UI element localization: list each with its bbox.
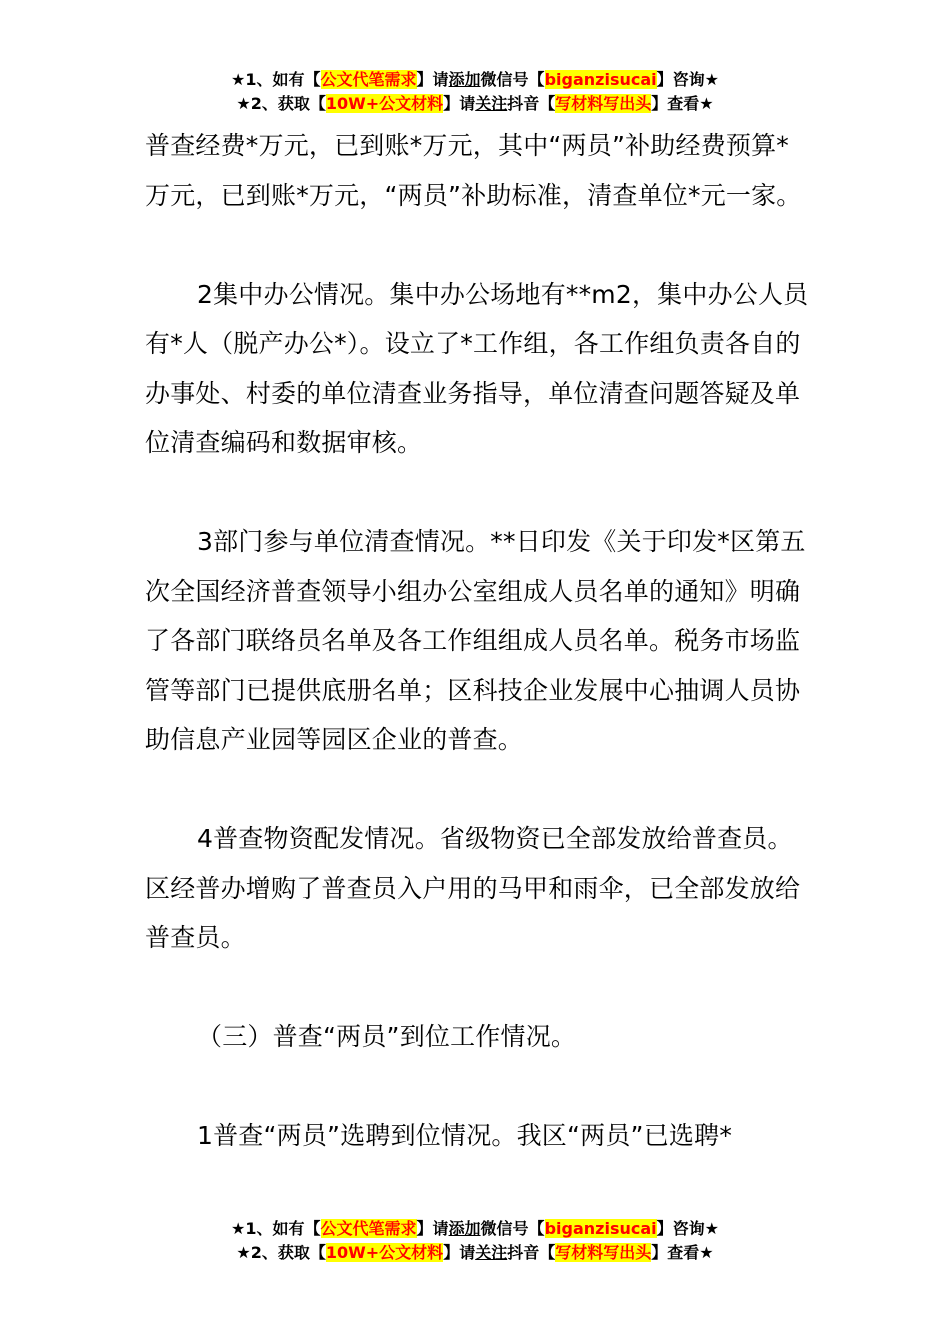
highlight-text: 10W+公文材料: [325, 94, 444, 113]
highlight-text: 写材料写出头: [555, 94, 652, 113]
banner-line-2: ★2、获取【10W+公文材料】请关注抖音【写材料写出头】查看★: [236, 94, 714, 113]
highlight-text: 10W+公文材料: [325, 1243, 444, 1262]
highlight-text: 公文代笔需求: [320, 1219, 417, 1238]
paragraph-gap: [145, 220, 810, 270]
paragraph-funding: 普查经费*万元，已到账*万元，其中“两员”补助经费预算*万元，已到账*万元，“两员”补助标准，清查单位*元一家。: [145, 131, 802, 210]
paragraph-gap: [145, 1062, 810, 1112]
banner-line-2: ★2、获取【10W+公文材料】请关注抖音【写材料写出头】查看★: [236, 1243, 714, 1262]
paragraph-gap: [145, 963, 810, 1013]
paragraph-selection: 1普查“两员”选聘到位情况。我区“两员”已选聘*: [197, 1121, 733, 1150]
header-banner: [0, 68, 950, 116]
paragraph-office: 2集中办公情况。集中办公场地有**m2，集中办公人员有*人（脱产办公*）。设立了*工作组，各工作组负责各自的办事处、村委的单位清查业务指导，单位清查问题答疑及单位清查编码和数据审核。: [145, 279, 809, 457]
highlight-text: biganzisucai: [544, 1219, 657, 1238]
highlight-text: 公文代笔需求: [320, 70, 417, 89]
highlight-text: biganzisucai: [544, 70, 657, 89]
banner-line-1: ★1、如有【公文代笔需求】请添加微信号【biganzisucai】咨询★: [231, 1219, 719, 1238]
section-heading: （三）普查“两员”到位工作情况。: [197, 1022, 577, 1051]
footer-banner: [0, 1217, 950, 1265]
highlight-text: 写材料写出头: [555, 1243, 652, 1262]
paragraph-departments: 3部门参与单位清查情况。**日印发《关于印发*区第五次全国经济普查领导小组办公室组成人员名单的通知》明确了各部门联络员名单及各工作组组成人员名单。税务市场监管等部门已提供底册名单；区科技企业发展中心抽调人员协助信息产业园等园区企业的普查。: [145, 527, 806, 754]
banner-line-1: ★1、如有【公文代笔需求】请添加微信号【biganzisucai】咨询★: [231, 70, 719, 89]
paragraph-materials: 4普查物资配发情况。省级物资已全部发放给普查员。区经普办增购了普查员入户用的马甲和雨伞，已全部发放给普查员。: [145, 824, 801, 952]
paragraph-gap: [145, 765, 810, 815]
paragraph-gap: [145, 468, 810, 518]
document-body: [145, 121, 810, 1161]
